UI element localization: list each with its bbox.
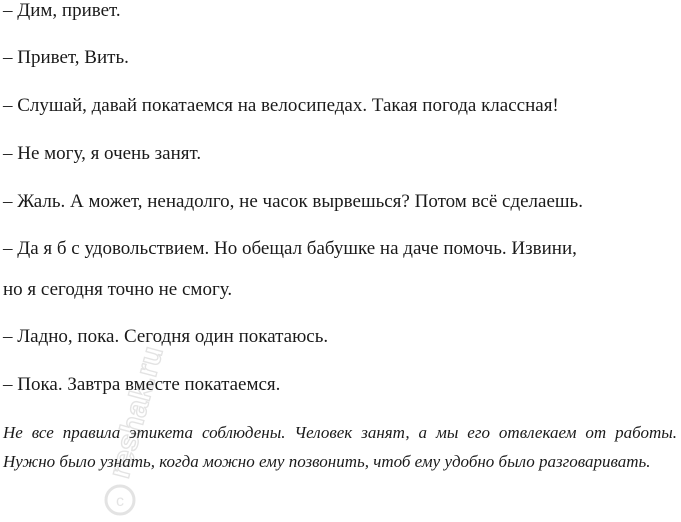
dialogue-line-6: – Да я б с удовольствием. Но обещал бабушке на даче помочь. Извини, [3,238,577,259]
dialogue-line-1: – Дим, привет. [3,0,121,21]
dialogue-line-8: – Пока. Завтра вместе покатаемся. [3,374,281,395]
dialogue-line-6-continued: но я сегодня точно не смогу. [3,279,233,300]
dialogue-line-2: – Привет, Вить. [3,47,129,68]
commentary-paragraph: Не все правила этикета соблюдены. Человек занят, а мы его отвлекаем от работы. Нужно было узнать, когда можно ему позвонить, чтоб ему удобно было разговаривать. [3,423,677,471]
dialogue-line-5: – Жаль. А может, ненадолго, не часок вырвешься? Потом всё сделаешь. [3,191,583,212]
dialogue-line-4: – Не могу, я очень занят. [3,143,202,164]
dialogue-line-3: – Слушай, давай покатаемся на велосипедах. Такая погода классная! [3,95,559,116]
dialogue-line-7: – Ладно, пока. Сегодня один покатаюсь. [3,326,329,347]
watermark-text: reshak.ru [102,342,170,482]
copyright-mark-icon: c [116,493,124,510]
copyright-circle-icon [106,486,134,514]
